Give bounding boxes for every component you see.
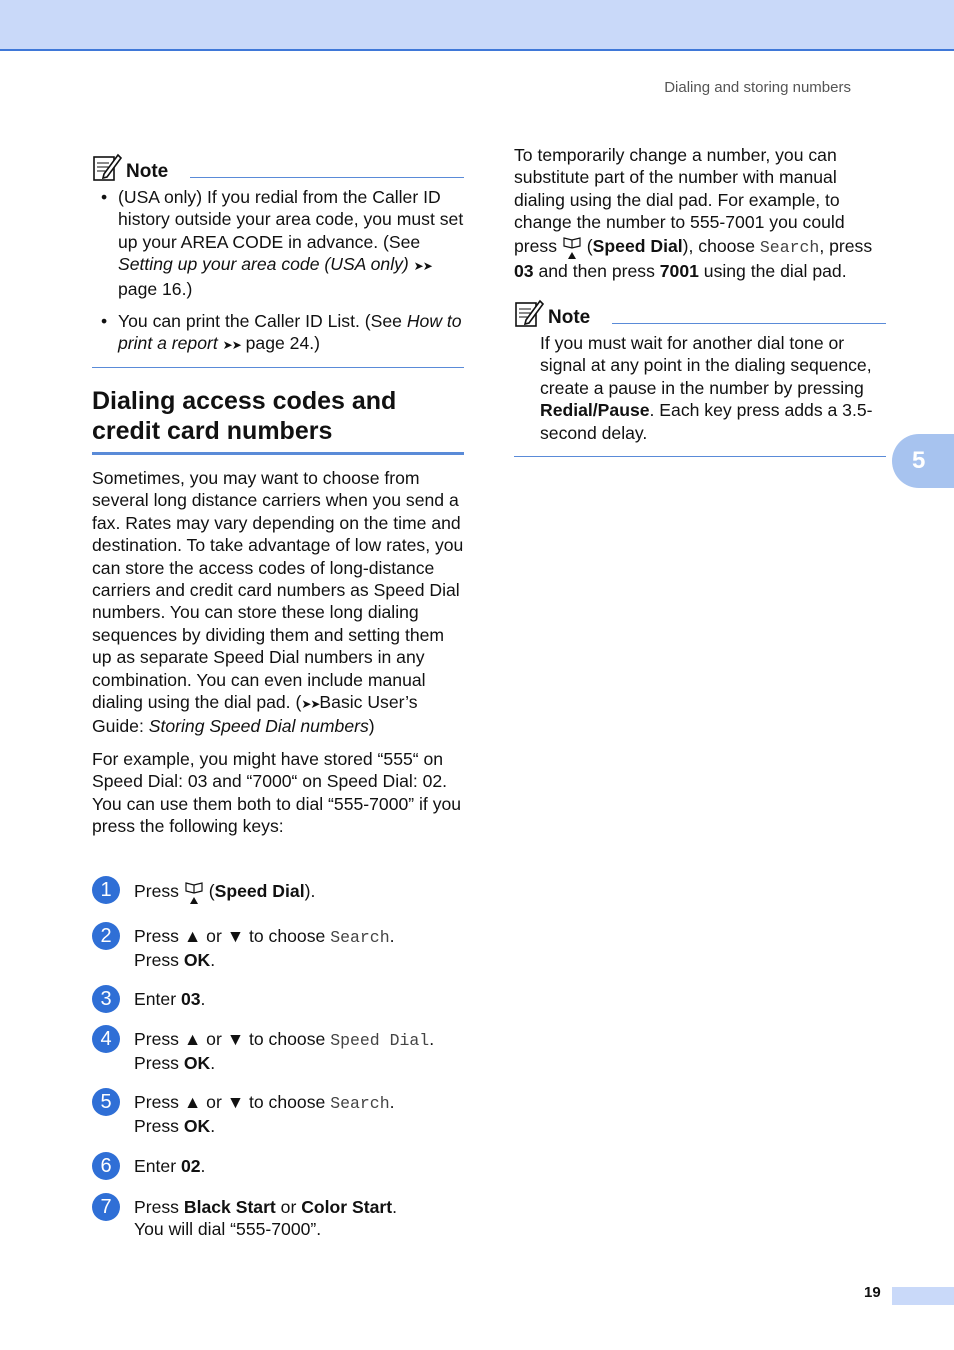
note-rule — [190, 177, 464, 178]
step-number: 1 — [92, 876, 120, 904]
speed-dial-book-icon — [184, 879, 204, 905]
note-rule — [612, 323, 886, 324]
page-number: 19 — [864, 1284, 881, 1301]
step-5: 5 Press ▲ or ▼ to choose Search. Press OK. — [92, 1088, 395, 1138]
section — [92, 386, 464, 838]
step-number: 7 — [92, 1193, 120, 1221]
section-heading: Dialing access codes and credit card numbers — [92, 387, 397, 445]
step-number: 6 — [92, 1152, 120, 1180]
speed-dial-book-icon — [562, 234, 582, 260]
right-note-head — [514, 296, 886, 328]
list-item: • (USA only) If you redial from the Caller ID history outside your area code, you must set up your AREA CODE in advance. (See Setting up your area code (USA only) ➤➤ page 16.) — [92, 186, 464, 300]
step-4: 4 Press ▲ or ▼ to choose Speed Dial. Press OK. — [92, 1025, 434, 1075]
note-list — [92, 186, 464, 357]
step-number: 3 — [92, 985, 120, 1013]
running-head: Dialing and storing numbers — [664, 79, 851, 96]
section-paragraph-1: Sometimes, you may want to choose from several long distance carriers when you send a fax. Rates may vary depending on the time and destination. To take advantage of low rates, you can store the access codes of long-distance carriers and credit card numbers as Speed Dial numbers. You can store these long dialing sequences by dividing them and setting them up as separate Speed Dial numbers in any combination. You can even include manual dialing using the dial pad. (➤➤Basic User’s Guide: Storing Speed Dial numbers) — [92, 468, 464, 737]
note-title: Note — [548, 306, 591, 328]
step-3: 3 Enter 03. — [92, 985, 205, 1013]
step-number: 4 — [92, 1025, 120, 1053]
step-2: 2 Press ▲ or ▼ to choose Search. Press OK. — [92, 922, 395, 972]
right-paragraph: To temporarily change a number, you can substitute part of the number with manual dialing using the dial pad. For example, to change the number to 555-7001 you could press (Speed Dial), choose Search, press 03 and then press 7001 using the dial pad. — [514, 145, 873, 281]
step-6: 6 Enter 02. — [92, 1152, 205, 1180]
header-band — [0, 0, 954, 51]
right-note-text: If you must wait for another dial tone or signal at any point in the dialing sequence, create a pause in the number by pressing Redial/Pause. Each key press adds a 3.5-second delay. — [540, 333, 873, 443]
see-arrows-icon: ➤➤ — [413, 259, 432, 274]
step-number: 2 — [92, 922, 120, 950]
chapter-tab: 5 — [892, 434, 954, 488]
step-1: 1 Press (Speed Dial). — [92, 876, 315, 905]
see-arrows-icon: ➤➤ — [301, 697, 320, 712]
note-pencil-icon — [92, 152, 122, 182]
page-number-bar — [892, 1287, 954, 1305]
note-end-rule — [92, 367, 464, 368]
left-note — [92, 150, 464, 368]
see-arrows-icon: ➤➤ — [222, 338, 241, 353]
note-title: Note — [126, 160, 169, 182]
note-end-rule — [514, 456, 886, 457]
list-item: • You can print the Caller ID List. (See How to print a report ➤➤ page 24.) — [92, 310, 464, 357]
right-column — [514, 144, 886, 457]
step-7: 7 Press Black Start or Color Start. You will dial “555-7000”. — [92, 1193, 397, 1241]
heading-rule — [92, 452, 464, 455]
note-pencil-icon — [514, 298, 544, 328]
section-paragraph-2: For example, you might have stored “555“ on Speed Dial: 03 and “7000“ on Speed Dial: 02. You can use them both to dial “555-7000” if you press the following keys: — [92, 748, 462, 837]
step-number: 5 — [92, 1088, 120, 1116]
